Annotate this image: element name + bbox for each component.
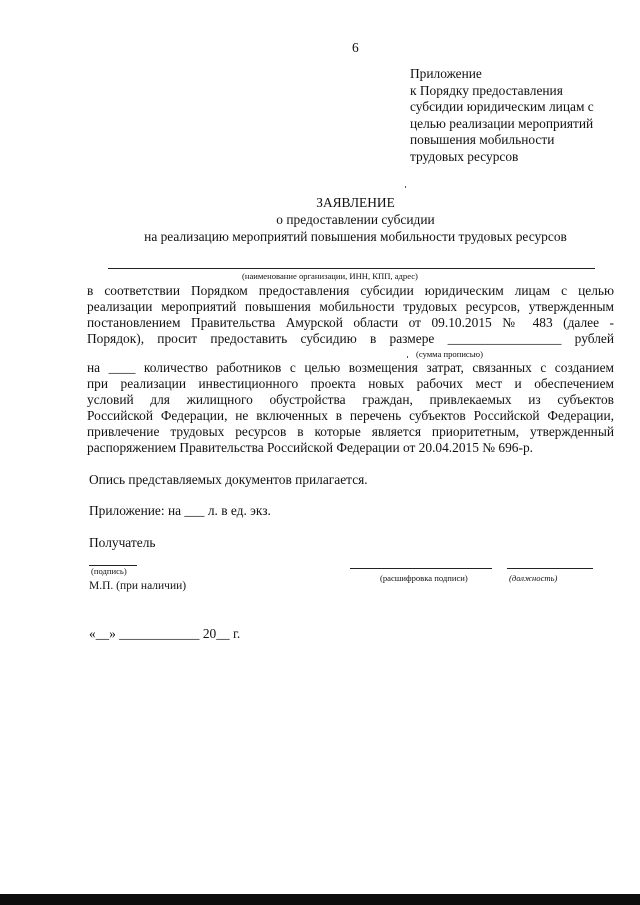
attachment-text: Приложение: на ___ л. в ед. экз. (89, 503, 271, 518)
paragraph-line: при реализации инвестиционного проекта новых рабочих мест и обеспечением (87, 376, 614, 391)
appendix-block (410, 66, 594, 166)
appendix-line: субсидии юридическим лицам с (410, 99, 594, 115)
recipient-label: Получатель (89, 535, 156, 550)
appendix-line: трудовых ресурсов (410, 148, 519, 164)
document-title: ЗАЯВЛЕНИЕ (316, 195, 395, 210)
appendix-line: к Порядку предоставления (410, 82, 563, 98)
scan-speck (407, 356, 408, 358)
scan-speck (405, 186, 406, 188)
paragraph-line: привлечение трудовых ресурсов в которые является приоритетным, утвержденный (87, 424, 614, 439)
paragraph-line: в соответствии Порядком предоставления субсидии юридическим лицам с целью (87, 283, 614, 298)
decoding-caption: (расшифровка подписи) (380, 573, 468, 583)
inventory-text: Опись представляемых документов прилагается. (89, 472, 368, 487)
paragraph-line: реализации мероприятий повышения мобильности трудовых ресурсов, утвержденным (87, 299, 614, 314)
paragraph-line: постановлением Правительства Амурской области от 09.10.2015 № 483 (далее - (87, 315, 614, 330)
decoding-line (350, 568, 492, 569)
organization-caption: (наименование организации, ИНН, КПП, адрес) (242, 271, 418, 281)
appendix-line: целью реализации мероприятий (410, 115, 594, 131)
date-line: «__» ____________ 20__ г. (89, 626, 241, 641)
sum-caption: (сумма прописью) (416, 349, 483, 359)
paragraph-line: Порядок), просит предоставить субсидию в размере _________________ рублей (87, 331, 614, 346)
appendix-line: Приложение (410, 66, 482, 81)
document-subtitle: о предоставлении субсидии (276, 212, 435, 227)
signature-caption: (подпись) (91, 566, 127, 576)
paragraph-line: Российской Федерации, не включенных в перечень субъектов Российской Федерации, (87, 408, 614, 423)
document-subtitle-2: на реализацию мероприятий повышения мобильности трудовых ресурсов (144, 229, 567, 244)
paragraph-line: условий для жилищного обустройства граждан, привлекаемых из субъектов (87, 392, 614, 407)
page-number: 6 (352, 40, 359, 55)
appendix-line: повышения мобильности (410, 132, 555, 148)
position-caption: (должность) (509, 573, 558, 583)
scan-bottom-edge (0, 894, 640, 905)
position-line (507, 568, 593, 569)
organization-field-line (108, 268, 595, 269)
paragraph-line: на ____ количество работников с целью возмещения затрат, связанных с созданием (87, 360, 614, 375)
stamp-label: М.П. (при наличии) (89, 580, 187, 592)
paragraph-line: распоряжением Правительства Российской Федерации от 20.04.2015 № 696-р. (87, 440, 533, 455)
